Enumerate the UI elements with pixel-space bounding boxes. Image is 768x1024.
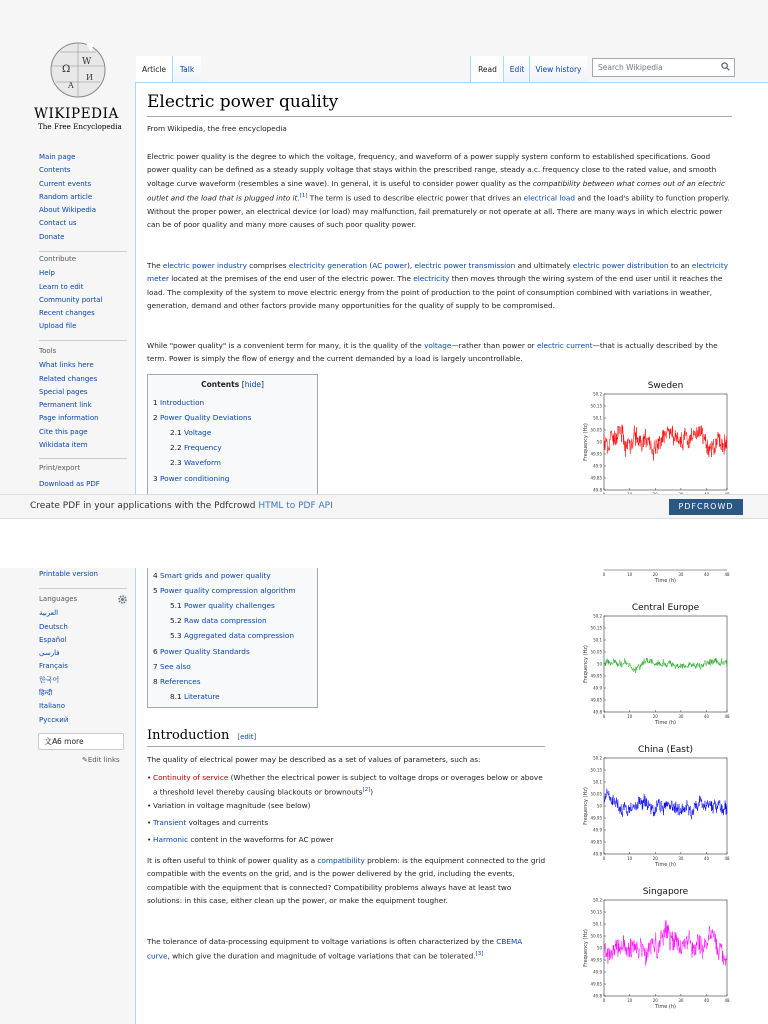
chart-china-east — [572, 740, 735, 880]
y-tick-label: 50.15 — [590, 625, 602, 631]
x-tick-label: 10 — [627, 998, 633, 1003]
sidebar-item-cite-this-page[interactable]: Cite this page — [39, 427, 88, 436]
text: While "power quality" is a convenient term for many, it is the quality of the — [147, 341, 425, 350]
tab-read[interactable]: Read — [470, 56, 504, 82]
toc-item-power-conditioning[interactable] — [153, 474, 229, 483]
toc-item-power-quality-standards[interactable] — [153, 647, 250, 656]
y-tick-label: 49.9 — [593, 463, 602, 469]
sidebar-item-download-pdf[interactable]: Download as PDF — [39, 480, 100, 489]
x-axis-label: Time (h) — [655, 862, 676, 868]
section-divider — [147, 746, 545, 747]
reference-link[interactable]: [2] — [362, 787, 371, 794]
reference-link[interactable]: [1] — [299, 193, 308, 200]
chart-title: China (East) — [637, 745, 694, 755]
text: ), — [407, 261, 415, 270]
text: comprises — [246, 261, 289, 270]
toc-label: See also — [159, 661, 191, 671]
toc-item-voltage[interactable] — [170, 428, 211, 437]
quote: compatibility between what comes out of an electric outlet and the load that is plugged into it. — [147, 178, 725, 203]
sidebar-item-contents[interactable]: Contents — [39, 166, 71, 175]
language-link-fran-ais[interactable]: Français — [39, 662, 68, 671]
introduction-lead: The quality of electrical power may be described as a set of values of parameters, such as: — [147, 755, 481, 764]
x-tick-label: 48 — [724, 998, 730, 1003]
sidebar-item-what-links-here[interactable]: What links here — [39, 361, 94, 370]
search-placeholder: Search Wikipedia — [598, 63, 663, 72]
toc-item-aggregated-data-compression[interactable] — [170, 631, 294, 640]
language-link-3[interactable]: فارسی — [39, 649, 60, 658]
x-tick-label: 48 — [724, 856, 730, 861]
toc-title-text: Contents — [201, 380, 240, 389]
toc-number: 2.1 — [170, 428, 184, 438]
x-tick-label: 0 — [602, 572, 606, 577]
y-tick-label: 50.15 — [590, 909, 602, 915]
y-axis-label: Frequency (Hz) — [583, 423, 589, 461]
sidebar-item-special-pages[interactable]: Special pages — [39, 387, 88, 396]
paragraph-intro-1 — [147, 150, 733, 232]
sidebar-item-current-events[interactable]: Current events — [39, 179, 92, 188]
chart-central-europe — [572, 598, 735, 738]
x-axis-label: Time (h) — [655, 720, 676, 726]
y-tick-label: 49.9 — [593, 685, 602, 691]
banner-api-link[interactable]: HTML to PDF API — [258, 501, 333, 511]
more-languages-button[interactable] — [38, 733, 124, 750]
y-tick-label: 49.95 — [590, 451, 602, 457]
page-gap — [0, 519, 768, 568]
sidebar-heading-tools: Tools — [39, 347, 57, 355]
text: The tolerance of data-processing equipment to voltage variations is often characterized by the — [147, 937, 497, 946]
svg-text:A: A — [68, 81, 74, 90]
x-tick-label: 0 — [602, 856, 606, 861]
chart-title: Central Europe — [631, 603, 700, 613]
toc-item-references[interactable] — [153, 677, 201, 686]
y-tick-label: 50.05 — [590, 791, 602, 797]
section-heading-introduction: Introduction [edit] — [147, 728, 257, 743]
toc-number: 8.1 — [170, 691, 184, 701]
text: to an — [668, 261, 692, 270]
y-tick-label: 50.1 — [593, 921, 602, 927]
table-of-contents-continued — [147, 568, 318, 708]
table-of-contents — [147, 374, 318, 494]
sidebar-item-main-page[interactable]: Main page — [39, 153, 76, 161]
sidebar-tools — [39, 345, 134, 452]
toc-label: Literature — [183, 691, 220, 701]
language-link-0[interactable]: العربية — [39, 609, 59, 618]
x-tick-label: 30 — [678, 714, 684, 719]
text: located at the premises of the end user of the electric power. The — [168, 274, 414, 284]
sidebar-divider — [39, 251, 127, 252]
toc-label: Introduction — [159, 398, 205, 407]
page-title: Electric power quality — [147, 92, 339, 112]
toc-label: Power conditioning — [159, 473, 230, 483]
pdfcrowd-button[interactable]: PDFCROWD — [669, 499, 743, 515]
link-electricity-meter[interactable]: electricity meter — [147, 261, 729, 284]
y-tick-label: 50.05 — [590, 933, 602, 939]
toc-item-power-quality-deviations[interactable] — [153, 413, 251, 422]
link-compatibility[interactable]: compatibility — [317, 856, 365, 865]
sidebar-item-community-portal[interactable]: Community portal — [39, 295, 103, 304]
pencil-icon: ✎ — [82, 756, 88, 764]
toc-label: Power Quality Standards — [159, 646, 250, 656]
toc-number: 6 — [153, 646, 160, 656]
language-link-italiano[interactable]: Italiano — [39, 702, 65, 711]
toc-label: Aggregated data compression — [183, 631, 294, 641]
y-tick-label: 50.05 — [590, 649, 602, 655]
y-tick-label: 50 — [596, 439, 602, 445]
link-electricity-generation[interactable]: electricity generation — [288, 261, 368, 270]
x-tick-label: 40 — [703, 998, 710, 1003]
wikipedia-tagline: The Free Encyclopedia — [38, 122, 122, 131]
toc-number: 5 — [153, 586, 160, 596]
toc-number: 3 — [153, 473, 160, 483]
sidebar-item-upload-file[interactable]: Upload file — [39, 322, 77, 331]
sidebar-contribute — [39, 253, 134, 334]
y-tick-label: 49.95 — [590, 673, 602, 679]
toc-number: 2 — [153, 413, 160, 423]
sidebar-divider — [39, 340, 127, 341]
toc-item-waveform[interactable] — [170, 458, 221, 467]
sidebar-divider — [39, 588, 127, 589]
y-tick-label: 49.8 — [593, 851, 602, 857]
toc-label: Waveform — [183, 458, 221, 468]
y-tick-label: 49.85 — [590, 697, 602, 703]
sidebar-print — [39, 462, 134, 492]
sidebar-heading-contribute: Contribute — [39, 255, 77, 263]
banner-text — [30, 501, 333, 511]
text: —rather than power or — [451, 341, 537, 350]
chart-title: Sweden — [647, 381, 684, 391]
sidebar-item-random-article[interactable]: Random article — [39, 192, 93, 201]
toc-label: Power quality challenges — [183, 601, 275, 611]
sidebar-languages — [39, 593, 134, 727]
sidebar-item-related-changes[interactable]: Related changes — [39, 374, 98, 383]
banner-message: Create PDF in your applications with the Pdfcrowd — [30, 501, 259, 511]
title-divider — [147, 116, 732, 117]
sidebar-item-learn-to-edit[interactable]: Learn to edit — [39, 282, 84, 291]
y-tick-label: 49.85 — [590, 475, 602, 481]
toc-number: 4 — [153, 571, 160, 580]
toc-number: 8 — [153, 676, 160, 686]
y-tick-label: 49.95 — [590, 957, 602, 963]
text: ( — [367, 261, 373, 270]
y-tick-label: 50.1 — [593, 637, 602, 643]
y-tick-label: 49.8 — [593, 709, 602, 715]
x-tick-label: 40 — [703, 572, 710, 577]
sidebar-print-continued — [39, 568, 134, 581]
figure-frequency-charts — [572, 568, 735, 1024]
text: , which give the duration and magnitude of voltage variations that can be tolerated. — [167, 951, 476, 961]
search-icon[interactable] — [721, 62, 730, 71]
y-tick-label: 50 — [596, 803, 602, 809]
toc-item-power-quality-compression-algorithm[interactable] — [153, 586, 295, 595]
x-tick-label: 48 — [724, 572, 730, 577]
y-tick-label: 49.9 — [593, 969, 602, 975]
chart-title: Singapore — [642, 887, 689, 897]
gear-icon[interactable] — [117, 594, 128, 605]
sidebar-item-recent-changes[interactable]: Recent changes — [39, 309, 95, 318]
text: ) — [370, 787, 374, 797]
y-tick-label: 49.8 — [593, 993, 602, 999]
toc-number: 2.3 — [170, 458, 184, 468]
y-tick-label: 50.1 — [593, 415, 602, 421]
chart-singapore — [572, 882, 735, 1022]
toc-item-power-quality-challenges[interactable] — [170, 601, 275, 610]
text: and the load's ability to function properly. Without the proper power, an electrical device (or load) may malfunction, fail prematurely or not operate at all. There are many ways in which electric power can be of poor quality and many more causes of such poor quality power. — [147, 193, 730, 230]
toc-label: Power quality compression algorithm — [159, 586, 296, 596]
sidebar-item-about-wikipedia[interactable]: About Wikipedia — [39, 206, 97, 215]
language-link-8[interactable]: Русский — [39, 715, 69, 724]
text: The term is used to describe electric power that drives an — [307, 193, 524, 203]
link-continuity-of-service[interactable]: Continuity of service — [153, 773, 229, 782]
toc-number: 7 — [153, 661, 160, 671]
y-tick-label: 50 — [596, 661, 602, 667]
link-cbema-curve[interactable]: CBEMA curve — [147, 937, 523, 961]
introduction-paragraph-1 — [147, 854, 547, 908]
pdf-page-2 — [0, 568, 768, 1024]
y-tick-label: 49.85 — [590, 981, 602, 987]
x-tick-label: 30 — [678, 572, 684, 577]
toc-number: 5.2 — [170, 616, 184, 626]
x-tick-label: 30 — [678, 856, 684, 861]
list-item — [153, 771, 543, 799]
chart-sweden-axis-continued — [572, 568, 735, 590]
link-electric-power-industry[interactable]: electric power industry — [162, 261, 247, 270]
paragraph-intro-2 — [147, 259, 733, 313]
sidebar-item-donate[interactable]: Donate — [39, 232, 65, 241]
y-tick-label: 49.95 — [590, 815, 602, 821]
x-tick-label: 0 — [602, 714, 606, 719]
x-tick-label: 20 — [652, 714, 658, 719]
link-transient[interactable]: Transient — [153, 818, 187, 827]
sidebar-item-help[interactable]: Help — [39, 269, 55, 278]
y-tick-label: 50.2 — [593, 897, 602, 903]
text: then moves through the wiring system of the end user until it reaches the load. The complexity of the system to move electric energy from the point of production to the point of consumption combined with variations in weather, generation, demand and other factors provide many opportunities for the quality of supply to be compromised. — [147, 274, 723, 311]
x-tick-label: 10 — [627, 714, 633, 719]
toc-title: Contents [hide] — [201, 380, 264, 389]
translate-icon: 文A — [44, 737, 58, 746]
language-link-deutsch[interactable]: Deutsch — [39, 622, 68, 631]
y-tick-label: 49.9 — [593, 827, 602, 833]
x-tick-label: 10 — [627, 856, 633, 861]
x-tick-label: 10 — [627, 572, 633, 577]
link-electrical-load[interactable]: electrical load — [523, 193, 576, 203]
y-axis-label: Frequency (Hz) — [583, 645, 589, 683]
sidebar-item-page-information[interactable]: Page information — [39, 414, 99, 423]
search-input[interactable] — [592, 58, 735, 77]
edit-links[interactable] — [82, 756, 120, 764]
sidebar-item-wikidata-item[interactable]: Wikidata item — [39, 441, 88, 450]
toc-item-literature[interactable] — [170, 692, 220, 701]
link-voltage[interactable]: voltage — [424, 341, 452, 350]
toc-item-frequency[interactable] — [170, 443, 222, 452]
sidebar-item-permanent-link[interactable]: Permanent link — [39, 401, 92, 410]
toc-label: Raw data compression — [183, 616, 267, 626]
toc-label: Frequency — [183, 443, 222, 453]
introduction-paragraph-2 — [147, 935, 547, 963]
pdf-page-1 — [0, 0, 768, 494]
x-tick-label: 48 — [724, 714, 730, 719]
toc-number: 2.2 — [170, 443, 184, 453]
sidebar-heading-print: Print/export — [39, 464, 81, 472]
list-item — [153, 816, 543, 829]
sidebar-divider — [39, 458, 127, 459]
toc-item-introduction[interactable] — [153, 398, 204, 407]
toc-item-smart-grids-and-power-quality[interactable] — [153, 571, 271, 580]
link-electric-power-distribution[interactable]: electric power distribution — [572, 261, 669, 270]
toc-number: 5.3 — [170, 631, 184, 641]
link-harmonic[interactable]: Harmonic — [153, 835, 189, 844]
toc-label: Power Quality Deviations — [159, 413, 252, 423]
x-axis-label: Time (h) — [655, 578, 676, 584]
language-link-6[interactable]: हिन्दी — [39, 689, 53, 698]
y-tick-label: 50.2 — [593, 613, 602, 619]
language-link-espa-ol[interactable]: Español — [39, 635, 67, 644]
language-link-5[interactable]: 한국어 — [39, 675, 60, 684]
link-electric-current[interactable]: electric current — [537, 341, 593, 350]
x-tick-label: 20 — [652, 856, 658, 861]
y-tick-label: 50.15 — [590, 403, 602, 409]
link-ac-power[interactable]: AC power — [372, 261, 408, 270]
section-edit-link[interactable]: edit — [240, 733, 254, 741]
chart-sweden — [572, 376, 735, 494]
tab-view-history[interactable]: View history — [529, 56, 587, 82]
text: Electric power quality is the degree to which the voltage, frequency, and waveform of a power supply system conform to established specifications. Good power quality can be defined as a steady supply voltage that stays within the prescribed range, steady a.c. frequency close to the rated value, and smooth voltage curve waveform (resembles a sine wave). In general, it is useful to consider power quality as the — [147, 152, 717, 188]
tab-talk[interactable]: Talk — [172, 56, 201, 82]
toc-hide-toggle[interactable]: hide — [244, 380, 261, 389]
wikipedia-wordmark[interactable]: WIKIPEDIA — [34, 106, 119, 122]
text: problem: is the equipment connected to the grid compatible with the events on the grid, and is the power delivered by the grid, including the events, compatible with the equipment that is connected? Compatibility problems always have at least two solutions: in this case, either clean up the power, or make the equipment tougher. — [147, 856, 546, 906]
x-axis-label: Time (h) — [655, 1004, 676, 1010]
sidebar-item-printable-version[interactable]: Printable version — [39, 570, 98, 578]
svg-text:И: И — [86, 73, 93, 82]
more-languages-label: 6 more — [57, 737, 84, 746]
link-electric-power-transmission[interactable]: electric power transmission — [414, 261, 516, 270]
text: —that is actually described by the term. Power is simply the flow of energy and the current demanded by a load is largely uncontrollable. — [147, 341, 718, 364]
y-axis-label: Frequency (Hz) — [583, 929, 589, 967]
y-tick-label: 50.2 — [593, 755, 602, 761]
y-tick-label: 49.85 — [590, 839, 602, 845]
y-tick-label: 50.2 — [593, 391, 602, 397]
svg-text:W: W — [82, 57, 92, 67]
y-tick-label: 50.05 — [590, 427, 602, 433]
x-tick-label: 40 — [703, 856, 710, 861]
text: (Whether the electrical power is subject to voltage drops or overages below or above a threshold level thereby causing blackouts or brownouts — [153, 773, 543, 797]
text: It is often useful to think of power quality as a — [147, 856, 318, 865]
toc-item-see-also[interactable] — [153, 662, 191, 671]
x-tick-label: 20 — [652, 998, 658, 1003]
figure-sweden — [572, 376, 735, 494]
toc-label: References — [159, 676, 201, 686]
y-axis-label: Frequency (Hz) — [583, 787, 589, 825]
plot-area — [604, 394, 727, 490]
x-tick-label: 30 — [678, 998, 684, 1003]
reference-link[interactable]: [3] — [475, 951, 484, 958]
sidebar-item-contact-us[interactable]: Contact us — [39, 219, 77, 228]
text: The — [147, 261, 163, 270]
sidebar-navigation — [39, 151, 134, 244]
toc-item-raw-data-compression[interactable] — [170, 616, 267, 625]
y-tick-label: 49.8 — [593, 487, 602, 493]
x-tick-label: 20 — [652, 572, 658, 577]
toc-label: Smart grids and power quality — [159, 571, 271, 580]
tab-article[interactable]: Article — [136, 56, 172, 82]
link-electricity[interactable]: electricity — [413, 274, 450, 284]
section-heading-text: Introduction — [147, 728, 230, 743]
toc-number: 5.1 — [170, 601, 184, 611]
list-item — [153, 833, 543, 846]
edit-links-label: Edit links — [87, 756, 120, 764]
list-item: • Variation in voltage magnitude (see below) — [153, 799, 543, 812]
toc-number: 1 — [153, 398, 160, 407]
y-tick-label: 50.1 — [593, 779, 602, 785]
x-tick-label: 40 — [703, 714, 710, 719]
y-tick-label: 50 — [596, 945, 602, 951]
x-tick-label: 0 — [602, 998, 606, 1003]
site-sub: From Wikipedia, the free encyclopedia — [147, 124, 287, 133]
toc-label: Voltage — [183, 428, 212, 438]
y-tick-label: 50.15 — [590, 767, 602, 773]
text: and ultimately — [515, 261, 573, 270]
wikipedia-globe-logo[interactable] — [38, 36, 118, 98]
tab-edit[interactable]: Edit — [503, 56, 530, 82]
paragraph-intro-3 — [147, 339, 733, 366]
pdfcrowd-banner — [0, 494, 768, 519]
sidebar-heading-languages: Languages — [39, 595, 78, 603]
text: content in the waveforms for AC power — [188, 835, 334, 844]
text: voltages and currents — [186, 818, 269, 827]
svg-text:Ω: Ω — [62, 64, 71, 75]
